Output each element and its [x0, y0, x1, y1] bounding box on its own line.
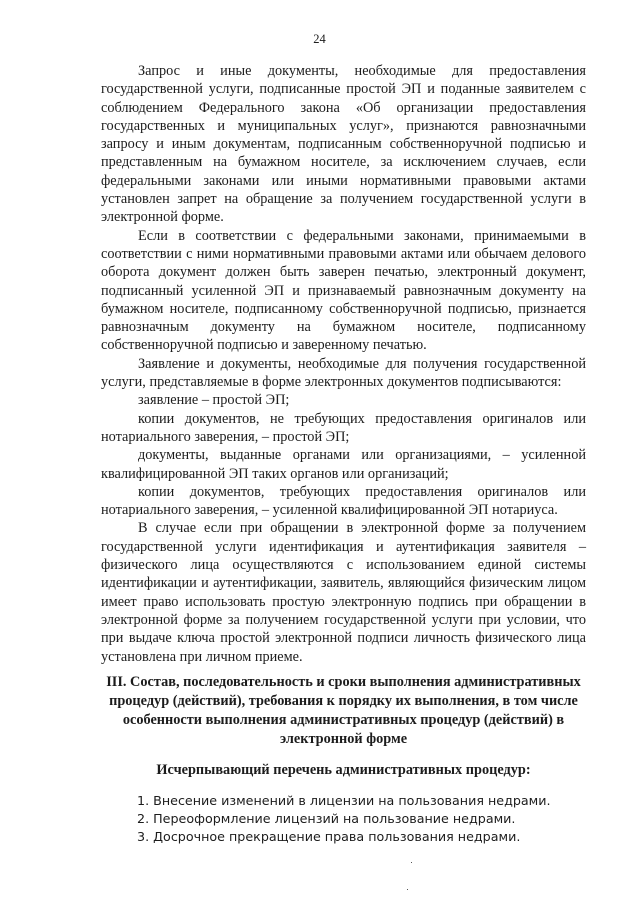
list-item-copies-notary: копии документов, требующих предоставления оригиналов или нотариального заверения, – усиленной квалифицированной ЭП нотариуса.: [101, 483, 586, 519]
procedure-item: 3. Досрочное прекращение права пользования недрами.: [137, 829, 521, 844]
list-item-copies-simple: копии документов, не требующих предоставления оригиналов или нотариального заверения, – простой ЭП;: [101, 410, 586, 445]
procedure-item: 1. Внесение изменений в лицензии на пользования недрами.: [137, 793, 551, 808]
procedure-item: 2. Переоформление лицензий на пользование недрами.: [137, 811, 516, 826]
list-heading: Исчерпывающий перечень административных процедур:: [156, 762, 531, 778]
procedure-list: [137, 792, 577, 846]
section-heading: III. Состав, последовательность и сроки выполнения административных процедур (действий), требования к порядку их выполнения, в том числе особенности выполнения административных процедур (действий) в электронной форме: [106, 674, 581, 747]
scan-speck: [407, 889, 408, 890]
list-item-issued-documents: документы, выданные органами или организациями, – усиленной квалифицированной ЭП таких органов или организаций;: [101, 447, 586, 482]
scan-speck: [411, 862, 412, 863]
paragraph-identification: В случае если при обращении в электронной форме за получением государственной услуги идентификация и аутентификация заявителя – физического лица осуществляются с использованием единой системы идентификации и аутентификации, заявитель, являющийся физическим лицом имеет право использовать простую электронную подпись при обращении в электронной форме за получением государственной услуги при условии, что при выдаче ключа простой электронной подписи личность физического лица установлена при личном приеме.: [101, 520, 586, 665]
page-number: 24: [313, 32, 326, 46]
paragraph-request-equivalence: Запрос и иные документы, необходимые для предоставления государственной услуги, подписанные простой ЭП и поданные заявителем с соблюдением Федерального закона «Об организации предоставления государственных и муниципальных услуг», признаются равнозначными запросу и иным документам, подписанным собственноручной подписью и представленным на бумажном носителе, за исключением случаев, если федеральными законами или иными нормативными правовыми актами установлен запрет на обращение за получением государственной услуги в электронной форме.: [101, 63, 586, 226]
list-item-application: заявление – простой ЭП;: [138, 392, 290, 409]
paragraph-signing-intro: Заявление и документы, необходимые для получения государственной услуги, представляемые в форме электронных документов подписываются:: [101, 355, 586, 391]
paragraph-seal-requirement: Если в соответствии с федеральными законами, принимаемыми в соответствии с ними нормативными правовыми актами или обычаем делового оборота документ должен быть заверен печатью, электронный документ, подписанный усиленной ЭП и признаваемый равнозначным документу на бумажном носителе, подписанному собственноручной подписью, признается равнозначным документу на бумажном носителе, подписанному собственноручной подписью и заверенному печатью.: [101, 227, 586, 354]
body-text: [101, 62, 586, 666]
